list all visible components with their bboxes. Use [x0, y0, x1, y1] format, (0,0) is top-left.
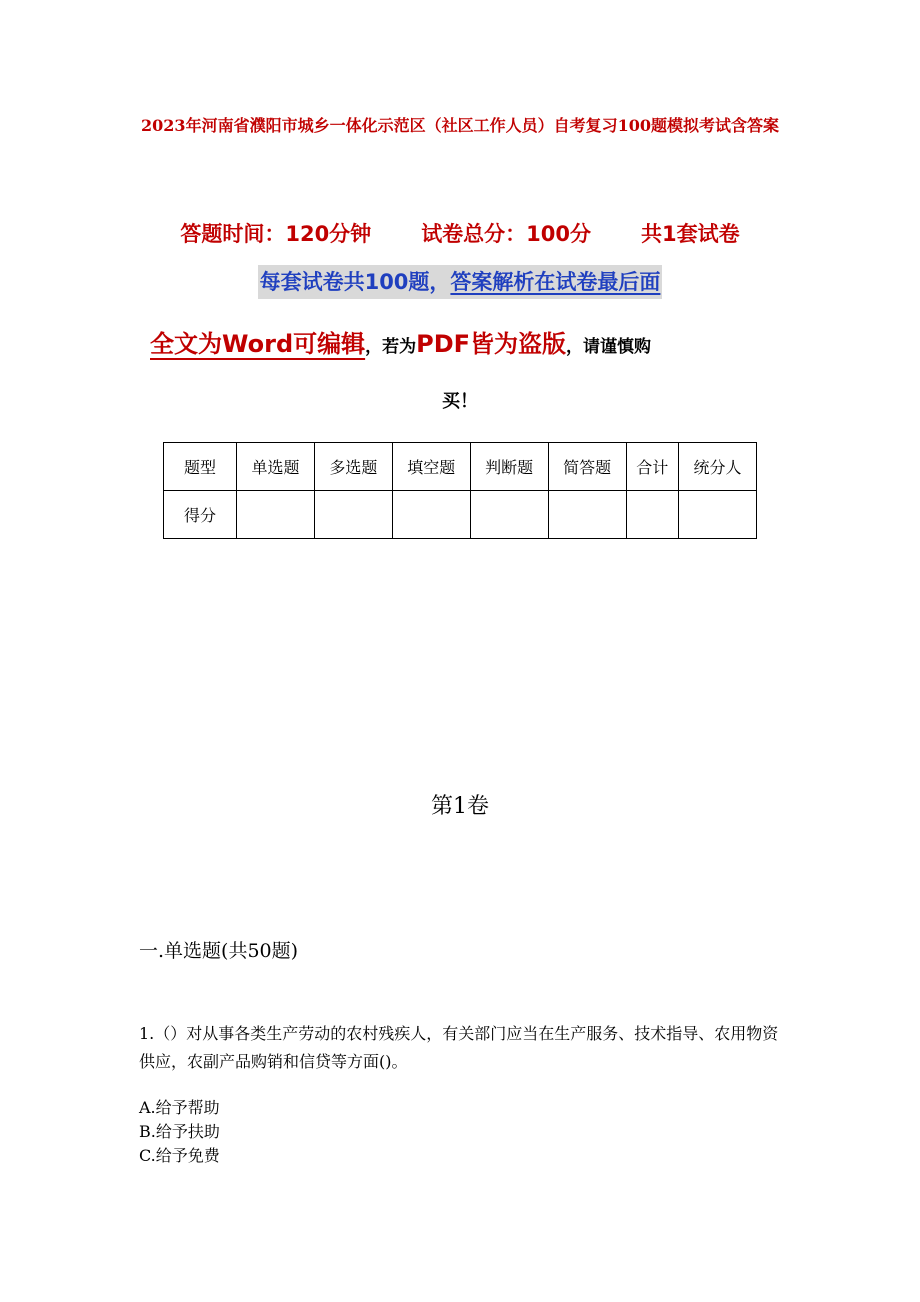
- warning-caution: ，请谨慎购: [566, 337, 652, 357]
- warning-word-editable: 全文为Word可编辑: [150, 330, 366, 358]
- score-cell[interactable]: [548, 491, 626, 539]
- score-cell[interactable]: [626, 491, 678, 539]
- exam-time: 答题时间：120分钟: [180, 222, 372, 246]
- score-table-header-row: [164, 443, 757, 491]
- exam-info: [0, 218, 920, 250]
- header-cell-single: 单选题: [237, 443, 315, 491]
- notice-prefix: 每套试卷共100题，: [259, 270, 451, 294]
- header-cell-judge: 判断题: [470, 443, 548, 491]
- score-cell[interactable]: [314, 491, 392, 539]
- notice-line: [0, 265, 920, 299]
- score-row-label: 得分: [164, 491, 237, 539]
- document-title: 2023年河南省濮阳市城乡一体化示范区（社区工作人员）自考复习100题模拟考试含答案: [141, 116, 779, 135]
- header-cell-multiple: 多选题: [314, 443, 392, 491]
- question-options: [139, 1096, 220, 1168]
- score-cell[interactable]: [470, 491, 548, 539]
- header-cell-short-answer: 简答题: [548, 443, 626, 491]
- warning-tail: 买！: [442, 391, 478, 412]
- score-cell[interactable]: [679, 491, 757, 539]
- header-cell-scorer: 统分人: [679, 443, 757, 491]
- option-c: C.给予免费: [139, 1146, 220, 1165]
- header-cell-type: 题型: [164, 443, 237, 491]
- score-table: [163, 442, 757, 539]
- option-b: B.给予扶助: [139, 1122, 220, 1141]
- volume-title: 第1卷: [431, 794, 489, 819]
- warning-connector: ，若为: [365, 337, 417, 357]
- score-cell[interactable]: [392, 491, 470, 539]
- exam-sets: 共1套试卷: [641, 222, 740, 246]
- header-cell-total: 合计: [626, 443, 678, 491]
- notice-answer-location: 答案解析在试卷最后面: [450, 270, 661, 294]
- exam-total-score: 试卷总分：100分: [421, 222, 592, 246]
- score-table-score-row: [164, 491, 757, 539]
- piracy-warning: [150, 324, 790, 367]
- notice-highlight: [258, 265, 663, 299]
- section-title: 一.单选题(共50题): [139, 940, 299, 962]
- option-a: A.给予帮助: [139, 1098, 220, 1117]
- header-cell-fill: 填空题: [392, 443, 470, 491]
- warning-pdf-piracy: PDF皆为盗版: [416, 330, 567, 358]
- score-cell[interactable]: [237, 491, 315, 539]
- question-text: 1.（）对从事各类生产劳动的农村残疾人，有关部门应当在生产服务、技术指导、农用物资供应，农副产品购销和信贷等方面()。: [139, 1024, 779, 1071]
